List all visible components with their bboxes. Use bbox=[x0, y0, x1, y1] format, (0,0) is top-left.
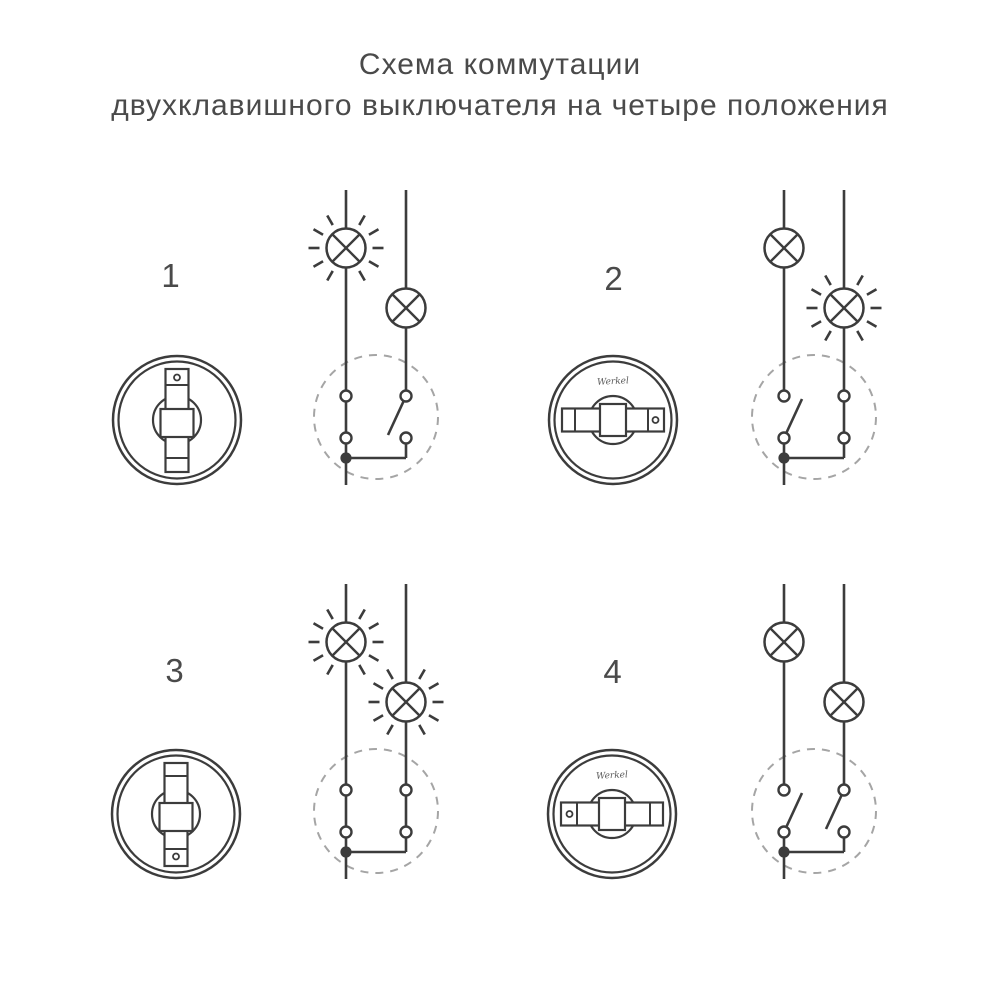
toggle-center-square bbox=[161, 409, 194, 437]
page-title-line1: Схема коммутации bbox=[358, 48, 642, 81]
lamp-right-off bbox=[825, 683, 864, 722]
lamp-ray bbox=[867, 289, 877, 295]
junction-dot bbox=[340, 452, 351, 463]
page-title-line2: двухклавишного выключателя на четыре положения bbox=[111, 89, 889, 122]
contact-terminal bbox=[779, 433, 790, 444]
circuit bbox=[309, 190, 439, 485]
lamp-ray bbox=[314, 261, 324, 267]
lamp-ray bbox=[419, 670, 425, 680]
position-4-label: 4 bbox=[603, 653, 623, 690]
contact-terminal bbox=[779, 785, 790, 796]
lamp-ray bbox=[867, 321, 877, 327]
contact-terminal bbox=[341, 785, 352, 796]
contact-terminal bbox=[341, 391, 352, 402]
contact-terminal bbox=[401, 827, 412, 838]
lamp-ray bbox=[369, 261, 379, 267]
switch-knob bbox=[112, 750, 240, 878]
lamp-right-off bbox=[387, 289, 426, 328]
lamp-ray bbox=[369, 655, 379, 661]
lamp-left-off bbox=[765, 229, 804, 268]
contact-terminal bbox=[401, 391, 412, 402]
lamp-ray bbox=[387, 725, 393, 735]
contact-terminal bbox=[401, 433, 412, 444]
lamp-ray bbox=[314, 655, 324, 661]
lamp-ray bbox=[327, 610, 333, 620]
junction-dot bbox=[778, 452, 789, 463]
position-4-diagram bbox=[548, 584, 876, 879]
contact-terminal bbox=[341, 827, 352, 838]
contact-terminal bbox=[401, 785, 412, 796]
position-3-label: 3 bbox=[165, 652, 185, 689]
lamp-ray bbox=[359, 271, 365, 281]
lamp-ray bbox=[429, 683, 439, 689]
switch-boundary-dashed-circle bbox=[314, 749, 438, 873]
toggle-screw bbox=[173, 854, 179, 860]
lamp-ray bbox=[812, 321, 822, 327]
contact-terminal bbox=[779, 827, 790, 838]
switch-knob bbox=[549, 356, 677, 484]
lamp-ray bbox=[387, 670, 393, 680]
lamp-ray bbox=[359, 665, 365, 675]
lamp-ray bbox=[812, 289, 822, 295]
position-2-diagram bbox=[549, 190, 882, 485]
contact-terminal bbox=[839, 785, 850, 796]
contact-terminal bbox=[839, 391, 850, 402]
switch-knob bbox=[548, 750, 676, 878]
switch-boundary-dashed-circle bbox=[314, 355, 438, 479]
contact-terminal bbox=[341, 433, 352, 444]
circuit bbox=[752, 190, 882, 485]
toggle-center-square bbox=[599, 798, 625, 830]
lamp-ray bbox=[429, 715, 439, 721]
toggle-center-square bbox=[600, 404, 626, 436]
position-1-label: 1 bbox=[161, 257, 181, 294]
lamp-ray bbox=[359, 216, 365, 226]
junction-dot bbox=[340, 846, 351, 857]
toggle-screw bbox=[567, 811, 573, 817]
lamp-ray bbox=[327, 665, 333, 675]
lamp-ray bbox=[369, 229, 379, 235]
lamp-ray bbox=[359, 610, 365, 620]
switch-boundary-dashed-circle bbox=[752, 749, 876, 873]
lamp-ray bbox=[857, 276, 863, 286]
contact-terminal bbox=[839, 433, 850, 444]
circuit bbox=[309, 584, 444, 879]
lamp-ray bbox=[327, 271, 333, 281]
lamp-ray bbox=[314, 623, 324, 629]
switch-knob bbox=[113, 356, 241, 484]
lamp-ray bbox=[314, 229, 324, 235]
lamp-ray bbox=[369, 623, 379, 629]
lamp-ray bbox=[374, 683, 384, 689]
switch-boundary-dashed-circle bbox=[752, 355, 876, 479]
position-2-label: 2 bbox=[604, 260, 624, 297]
circuit bbox=[752, 584, 876, 879]
lamp-ray bbox=[825, 331, 831, 341]
contact-terminal bbox=[779, 391, 790, 402]
lamp-ray bbox=[374, 715, 384, 721]
brand-label: Werkel bbox=[596, 376, 630, 388]
brand-label: Werkel bbox=[595, 770, 629, 782]
toggle-center-square bbox=[160, 803, 193, 831]
lamp-ray bbox=[327, 216, 333, 226]
lamp-ray bbox=[825, 276, 831, 286]
position-3-diagram bbox=[112, 584, 444, 879]
position-1-diagram bbox=[113, 190, 438, 485]
toggle-screw bbox=[174, 375, 180, 381]
lamp-left-off bbox=[765, 623, 804, 662]
toggle-screw bbox=[653, 417, 659, 423]
lamp-ray bbox=[419, 725, 425, 735]
contact-terminal bbox=[839, 827, 850, 838]
lamp-ray bbox=[857, 331, 863, 341]
junction-dot bbox=[778, 846, 789, 857]
